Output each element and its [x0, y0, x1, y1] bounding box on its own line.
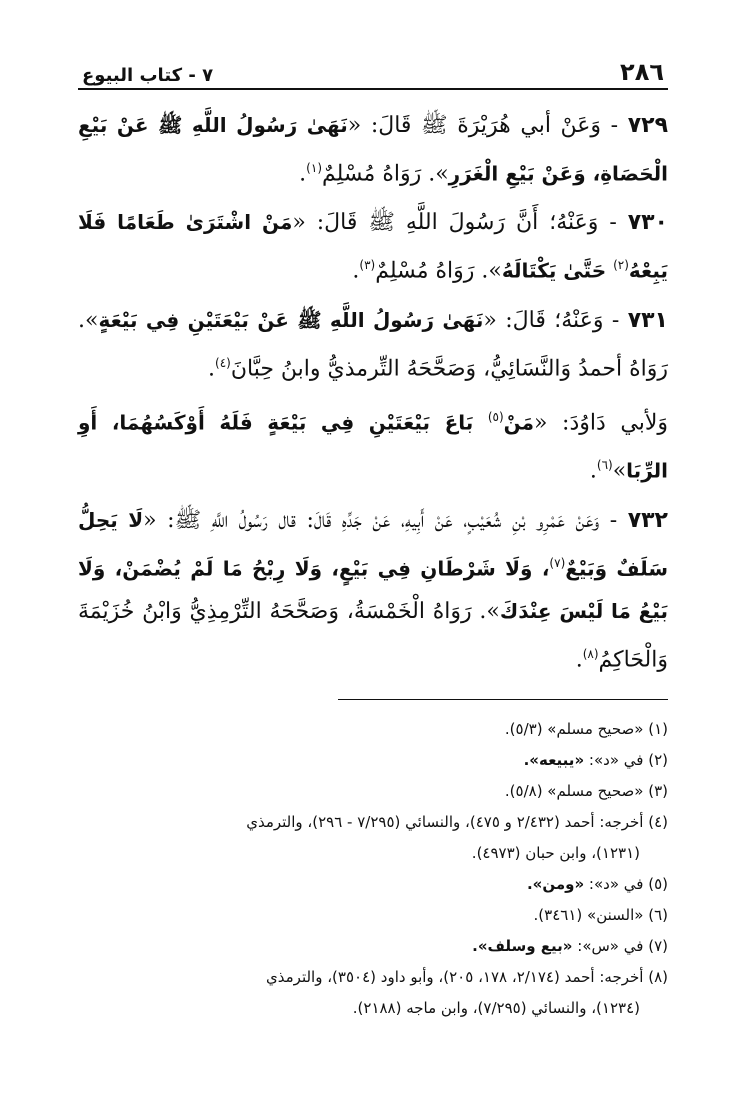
- footnote-3: [78, 776, 668, 807]
- footnote-1: [78, 714, 668, 745]
- hadith-intro: - وَعَنْهُ؛ أَنَّ رَسُولَ اللَّهِ ﷺ قَالَ: «: [292, 210, 628, 236]
- hadith-end: .: [589, 458, 597, 484]
- footnote-ref: (٣): [359, 258, 376, 273]
- footnote-variant: «ومن».: [526, 875, 585, 894]
- footnote-text: في «س»:: [572, 937, 644, 956]
- hadith-end: .: [352, 258, 360, 284]
- footnote-ref: (٧): [549, 555, 566, 570]
- hadith-732: [78, 499, 668, 682]
- footnote-8: [78, 962, 668, 993]
- hadith-quote: لَا يَحِلُّ سَلَفٌ وَبَيْعٌ: [78, 507, 668, 580]
- footnote-5: [78, 869, 668, 900]
- footnote-ref: (١): [306, 161, 322, 175]
- footnote-4-cont: (١٢٣١)، وابن حبان (٤٩٧٣).: [471, 844, 640, 863]
- footnote-label: (١): [648, 720, 668, 739]
- hadith-source: ». رَوَاهُ مُسْلِمٌ: [322, 161, 449, 187]
- footnote-variant: «يبيعه».: [523, 751, 585, 770]
- hadith-quote: مَنْ اشْتَرَىٰ طَعَامًا فَلَا يَبِعْهُ: [78, 210, 668, 283]
- hadith-source: ». رَوَاهُ الْخَمْسَةُ، وَصَحَّحَهُ التِّرْمِذِيُّ وَابْنُ خُزَيْمَةَ وَالْحَاكِمُ: [78, 598, 668, 673]
- footnote-divider: [338, 699, 668, 700]
- hadith-quote-cont: بَاعَ بَيْعَتَيْنِ فِي بَيْعَةٍ فَلَهُ أَوْكَسُهُمَا، أَوِ الرِّبَا: [78, 410, 668, 483]
- page-header: [78, 52, 668, 90]
- footnotes: [78, 714, 668, 1024]
- hadith-intro: - وَعَنْ أبي هُرَيْرَةَ ﷺ قَالَ: «: [347, 113, 628, 138]
- footnote-variant: «بيع وسلف».: [472, 937, 573, 956]
- hadith-number: ٧٢٩: [627, 113, 669, 138]
- footnote-label: (٣): [648, 782, 668, 801]
- footnote-ref: (٢): [613, 258, 629, 273]
- footnote-text: «صحيح مسلم» (٥/٣).: [504, 720, 644, 739]
- hadith-number: ٧٣٢: [627, 507, 668, 533]
- footnote-label: (٤): [648, 813, 668, 832]
- hadith-intro: وَلأبي دَاوُدَ: «: [534, 410, 668, 436]
- hadith-quote-cont: حَتَّىٰ يَكْتَالَهُ: [501, 258, 614, 283]
- hadith-quote: نَهَىٰ رَسُولُ اللَّهِ ﷺ عَنْ بَيْعِ الْحَصَاةِ، وَعَنْ بَيْعِ الْغَرَرِ: [78, 113, 668, 186]
- hadith-number: ٧٣٠: [627, 210, 668, 236]
- footnote-4: [78, 807, 668, 838]
- hadith-quote-cont: ، وَلَا شَرْطَانِ فِي بَيْعٍ، وَلَا رِبْحُ مَا لَمْ يُضْمَنْ، وَلَا بَيْعُ مَا لَيْسَ عِنْدَكَ: [78, 555, 668, 623]
- hadith-intro: - وَعَنْهُ؛ قَالَ: «: [483, 307, 628, 333]
- hadith-quote: نَهَىٰ رَسُولُ اللَّهِ ﷺ عَنْ بَيْعَتَيْنِ فِي بَيْعَةٍ: [98, 307, 484, 332]
- footnote-label: (٨): [648, 968, 668, 987]
- footnote-ref: (٨): [582, 646, 599, 661]
- hadith-729: [78, 104, 668, 195]
- footnote-label: (٧): [648, 937, 668, 956]
- footnote-text: أخرجه: أحمد (٢/٤٣٢ و ٤٧٥)، والنسائي (٧/٢٩٥ - ٢٩٦)، والترمذي: [246, 813, 644, 832]
- footnote-label: (٦): [648, 906, 668, 925]
- hadith-text: [78, 104, 668, 681]
- running-title: ٧ - كتاب البيوع: [82, 65, 214, 86]
- footnote-8-cont: (١٢٣٤)، والنسائي (٧/٢٩٥)، وابن ماجه (٢١٨٨).: [352, 999, 640, 1018]
- hadith-end: .: [575, 647, 583, 673]
- page-number: ٢٨٦: [620, 58, 664, 86]
- footnote-7: [78, 931, 668, 962]
- hadith-end: .: [208, 355, 216, 381]
- footnote-ref: (٤): [215, 355, 231, 370]
- footnote-ref: (٦): [596, 458, 613, 473]
- hadith-abu-dawud: [78, 396, 668, 493]
- hadith-intro: - وَعَنْ عَمْرِو بْنِ شُعَيْبٍ، عَنْ أَبِيهِ، عَنْ جَدِّهِ قَالَ: قال رَسُولُ اللَّهِ ﷺ: «: [143, 507, 628, 533]
- footnote-2: [78, 745, 668, 776]
- hadith-number: ٧٣١: [627, 307, 668, 333]
- footnote-ref: (٥): [487, 409, 504, 424]
- hadith-source: »: [612, 458, 627, 484]
- footnote-label: (٥): [648, 875, 668, 894]
- hadith-source: ». رَوَاهُ أحمدُ وَالنَّسَائِيُّ، وَصَحَّحَهُ التِّرمذيُّ وابنُ حِبَّانَ: [78, 307, 668, 381]
- footnote-label: (٢): [648, 751, 668, 770]
- footnote-text: في «د»:: [584, 875, 644, 894]
- hadith-quote: مَنْ: [503, 410, 535, 435]
- book-page: [78, 52, 668, 1024]
- footnote-6: [78, 900, 668, 931]
- hadith-731: [78, 299, 668, 390]
- footnote-text: «صحيح مسلم» (٥/٨).: [504, 782, 644, 801]
- hadith-end: .: [299, 161, 307, 187]
- hadith-730: [78, 201, 668, 292]
- hadith-source: ». رَوَاهُ مُسْلِمٌ: [375, 258, 502, 284]
- footnote-text: «السنن» (٣٤٦١).: [533, 906, 644, 925]
- footnote-text: أخرجه: أحمد (٢/١٧٤، ١٧٨، ٢٠٥)، وأبو داود (٣٥٠٤)، والترمذي: [266, 968, 644, 987]
- footnote-text: في «د»:: [584, 751, 644, 770]
